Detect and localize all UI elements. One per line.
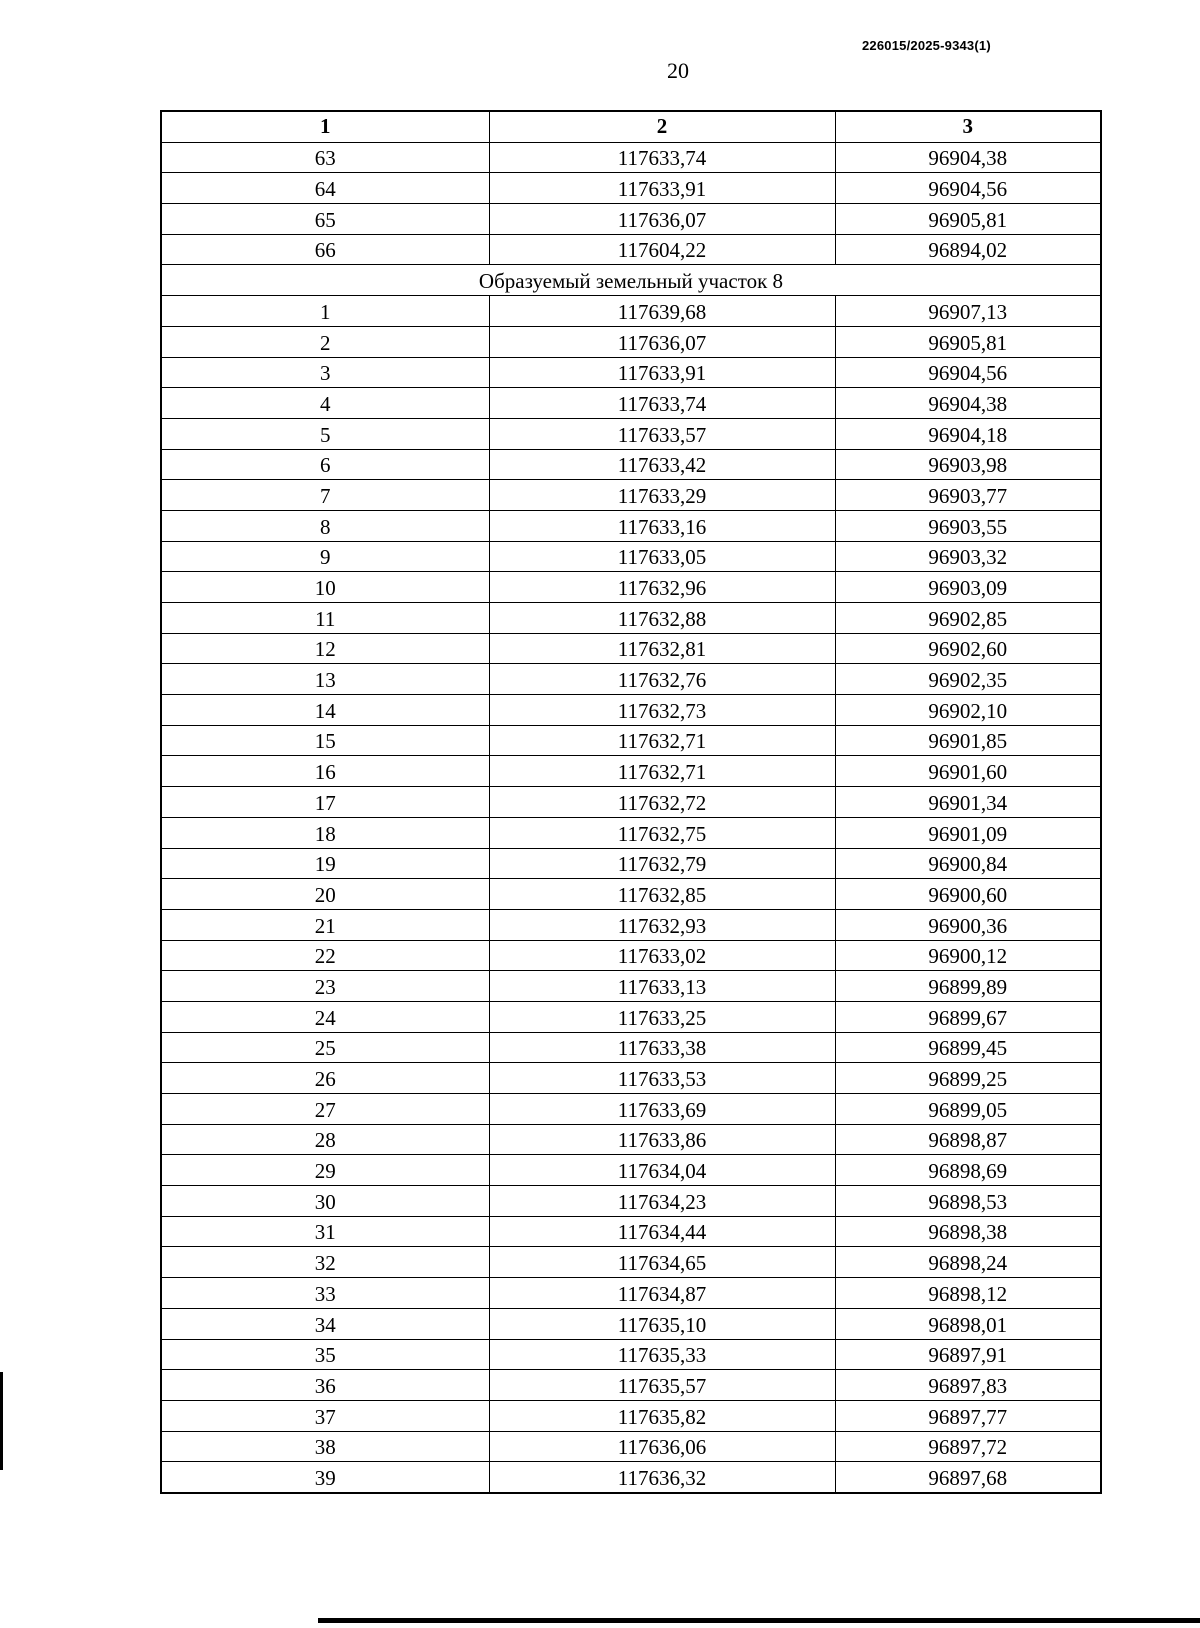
y-coordinate-cell: 96903,98 — [835, 449, 1101, 480]
x-coordinate-cell: 117639,68 — [489, 296, 835, 327]
point-number-cell: 21 — [161, 909, 489, 940]
point-number-cell: 10 — [161, 572, 489, 603]
table-row — [161, 1001, 1101, 1032]
table-row — [161, 142, 1101, 173]
point-number-cell: 26 — [161, 1063, 489, 1094]
table-row — [161, 695, 1101, 726]
table-row — [161, 1155, 1101, 1186]
y-coordinate-cell: 96899,67 — [835, 1001, 1101, 1032]
x-coordinate-cell: 117633,74 — [489, 142, 835, 173]
point-number-cell: 37 — [161, 1400, 489, 1431]
y-coordinate-cell: 96902,35 — [835, 664, 1101, 695]
table-row — [161, 234, 1101, 265]
table-row — [161, 326, 1101, 357]
bottom-scan-line — [318, 1618, 1200, 1623]
table-row — [161, 725, 1101, 756]
point-number-cell: 3 — [161, 357, 489, 388]
x-coordinate-cell: 117632,81 — [489, 633, 835, 664]
point-number-cell: 14 — [161, 695, 489, 726]
table-row — [161, 1032, 1101, 1063]
x-coordinate-cell: 117633,13 — [489, 971, 835, 1002]
point-number-cell: 28 — [161, 1124, 489, 1155]
table-row — [161, 541, 1101, 572]
y-coordinate-cell: 96900,84 — [835, 848, 1101, 879]
x-coordinate-cell: 117632,96 — [489, 572, 835, 603]
coordinates-table — [160, 110, 1102, 1494]
x-coordinate-cell: 117632,79 — [489, 848, 835, 879]
y-coordinate-cell: 96898,12 — [835, 1278, 1101, 1309]
y-coordinate-cell: 96897,83 — [835, 1370, 1101, 1401]
table-row — [161, 1308, 1101, 1339]
x-coordinate-cell: 117636,07 — [489, 204, 835, 235]
y-coordinate-cell: 96897,77 — [835, 1400, 1101, 1431]
point-number-cell: 27 — [161, 1094, 489, 1125]
point-number-cell: 16 — [161, 756, 489, 787]
y-coordinate-cell: 96905,81 — [835, 204, 1101, 235]
table-row — [161, 940, 1101, 971]
y-coordinate-cell: 96900,36 — [835, 909, 1101, 940]
table-header-row — [161, 111, 1101, 142]
x-coordinate-cell: 117636,07 — [489, 326, 835, 357]
x-coordinate-cell: 117632,72 — [489, 787, 835, 818]
x-coordinate-cell: 117636,32 — [489, 1462, 835, 1493]
x-coordinate-cell: 117633,86 — [489, 1124, 835, 1155]
table-row — [161, 1063, 1101, 1094]
point-number-cell: 1 — [161, 296, 489, 327]
y-coordinate-cell: 96899,45 — [835, 1032, 1101, 1063]
y-coordinate-cell: 96897,91 — [835, 1339, 1101, 1370]
x-coordinate-cell: 117634,65 — [489, 1247, 835, 1278]
point-number-cell: 22 — [161, 940, 489, 971]
y-coordinate-cell: 96897,68 — [835, 1462, 1101, 1493]
y-coordinate-cell: 96899,05 — [835, 1094, 1101, 1125]
y-coordinate-cell: 96904,56 — [835, 173, 1101, 204]
y-coordinate-cell: 96898,24 — [835, 1247, 1101, 1278]
y-coordinate-cell: 96898,38 — [835, 1216, 1101, 1247]
point-number-cell: 63 — [161, 142, 489, 173]
y-coordinate-cell: 96901,85 — [835, 725, 1101, 756]
y-coordinate-cell: 96904,18 — [835, 418, 1101, 449]
y-coordinate-cell: 96903,77 — [835, 480, 1101, 511]
page-number: 20 — [667, 58, 689, 83]
point-number-cell: 23 — [161, 971, 489, 1002]
x-coordinate-cell: 117632,88 — [489, 603, 835, 634]
table-row — [161, 971, 1101, 1002]
point-number-cell: 11 — [161, 603, 489, 634]
x-coordinate-cell: 117635,33 — [489, 1339, 835, 1370]
x-coordinate-cell: 117632,75 — [489, 817, 835, 848]
point-number-cell: 34 — [161, 1308, 489, 1339]
point-number-cell: 13 — [161, 664, 489, 695]
x-coordinate-cell: 117634,44 — [489, 1216, 835, 1247]
y-coordinate-cell: 96899,25 — [835, 1063, 1101, 1094]
section-row — [161, 265, 1101, 296]
table-row — [161, 1186, 1101, 1217]
x-coordinate-cell: 117633,02 — [489, 940, 835, 971]
point-number-cell: 19 — [161, 848, 489, 879]
table-row — [161, 1278, 1101, 1309]
table-row — [161, 603, 1101, 634]
point-number-cell: 8 — [161, 510, 489, 541]
table-row — [161, 664, 1101, 695]
y-coordinate-cell: 96902,85 — [835, 603, 1101, 634]
x-coordinate-cell: 117632,76 — [489, 664, 835, 695]
y-coordinate-cell: 96907,13 — [835, 296, 1101, 327]
table-row — [161, 418, 1101, 449]
x-coordinate-cell: 117633,91 — [489, 173, 835, 204]
point-number-cell: 29 — [161, 1155, 489, 1186]
table-row — [161, 1247, 1101, 1278]
document-code: 226015/2025-9343(1) — [862, 38, 991, 53]
header-col-3: 3 — [835, 111, 1101, 142]
point-number-cell: 24 — [161, 1001, 489, 1032]
point-number-cell: 17 — [161, 787, 489, 818]
point-number-cell: 65 — [161, 204, 489, 235]
table-row — [161, 572, 1101, 603]
x-coordinate-cell: 117632,71 — [489, 756, 835, 787]
x-coordinate-cell: 117636,06 — [489, 1431, 835, 1462]
x-coordinate-cell: 117632,71 — [489, 725, 835, 756]
table-row — [161, 633, 1101, 664]
table-row — [161, 1094, 1101, 1125]
x-coordinate-cell: 117635,10 — [489, 1308, 835, 1339]
x-coordinate-cell: 117633,42 — [489, 449, 835, 480]
y-coordinate-cell: 96898,87 — [835, 1124, 1101, 1155]
table-row — [161, 1462, 1101, 1493]
table-row — [161, 1370, 1101, 1401]
table-row — [161, 1124, 1101, 1155]
point-number-cell: 39 — [161, 1462, 489, 1493]
x-coordinate-cell: 117635,82 — [489, 1400, 835, 1431]
header-col-2: 2 — [489, 111, 835, 142]
x-coordinate-cell: 117634,87 — [489, 1278, 835, 1309]
x-coordinate-cell: 117633,91 — [489, 357, 835, 388]
x-coordinate-cell: 117635,57 — [489, 1370, 835, 1401]
y-coordinate-cell: 96903,55 — [835, 510, 1101, 541]
table-row — [161, 388, 1101, 419]
y-coordinate-cell: 96898,69 — [835, 1155, 1101, 1186]
table-row — [161, 1216, 1101, 1247]
table-row — [161, 1431, 1101, 1462]
x-coordinate-cell: 117633,69 — [489, 1094, 835, 1125]
table-row — [161, 787, 1101, 818]
section-header — [161, 265, 1101, 296]
y-coordinate-cell: 96897,72 — [835, 1431, 1101, 1462]
x-coordinate-cell: 117633,38 — [489, 1032, 835, 1063]
y-coordinate-cell: 96898,01 — [835, 1308, 1101, 1339]
table-row — [161, 449, 1101, 480]
y-coordinate-cell: 96902,10 — [835, 695, 1101, 726]
left-scan-mark — [0, 1372, 3, 1470]
point-number-cell: 30 — [161, 1186, 489, 1217]
y-coordinate-cell: 96898,53 — [835, 1186, 1101, 1217]
table-row — [161, 173, 1101, 204]
y-coordinate-cell: 96901,60 — [835, 756, 1101, 787]
x-coordinate-cell: 117604,22 — [489, 234, 835, 265]
point-number-cell: 31 — [161, 1216, 489, 1247]
y-coordinate-cell: 96904,38 — [835, 142, 1101, 173]
table-row — [161, 480, 1101, 511]
x-coordinate-cell: 117633,25 — [489, 1001, 835, 1032]
x-coordinate-cell: 117632,85 — [489, 879, 835, 910]
point-number-cell: 4 — [161, 388, 489, 419]
y-coordinate-cell: 96903,09 — [835, 572, 1101, 603]
point-number-cell: 6 — [161, 449, 489, 480]
table-row — [161, 1400, 1101, 1431]
y-coordinate-cell: 96905,81 — [835, 326, 1101, 357]
x-coordinate-cell: 117632,73 — [489, 695, 835, 726]
y-coordinate-cell: 96900,12 — [835, 940, 1101, 971]
x-coordinate-cell: 117634,04 — [489, 1155, 835, 1186]
point-number-cell: 18 — [161, 817, 489, 848]
table-row — [161, 879, 1101, 910]
y-coordinate-cell: 96901,09 — [835, 817, 1101, 848]
table-row — [161, 510, 1101, 541]
x-coordinate-cell: 117633,57 — [489, 418, 835, 449]
table-row — [161, 204, 1101, 235]
table-row — [161, 756, 1101, 787]
table-row — [161, 848, 1101, 879]
rows-after-section — [161, 296, 1101, 1493]
point-number-cell: 9 — [161, 541, 489, 572]
point-number-cell: 5 — [161, 418, 489, 449]
y-coordinate-cell: 96894,02 — [835, 234, 1101, 265]
y-coordinate-cell: 96904,38 — [835, 388, 1101, 419]
point-number-cell: 7 — [161, 480, 489, 511]
point-number-cell: 36 — [161, 1370, 489, 1401]
y-coordinate-cell: 96900,60 — [835, 879, 1101, 910]
y-coordinate-cell: 96901,34 — [835, 787, 1101, 818]
y-coordinate-cell: 96903,32 — [835, 541, 1101, 572]
x-coordinate-cell: 117633,16 — [489, 510, 835, 541]
rows-before-section — [161, 142, 1101, 265]
point-number-cell: 25 — [161, 1032, 489, 1063]
x-coordinate-cell: 117633,05 — [489, 541, 835, 572]
table-row — [161, 296, 1101, 327]
table-row — [161, 909, 1101, 940]
table-row — [161, 1339, 1101, 1370]
header-col-1: 1 — [161, 111, 489, 142]
x-coordinate-cell: 117633,74 — [489, 388, 835, 419]
point-number-cell: 12 — [161, 633, 489, 664]
point-number-cell: 66 — [161, 234, 489, 265]
point-number-cell: 64 — [161, 173, 489, 204]
x-coordinate-cell: 117633,53 — [489, 1063, 835, 1094]
x-coordinate-cell: 117634,23 — [489, 1186, 835, 1217]
point-number-cell: 15 — [161, 725, 489, 756]
point-number-cell: 32 — [161, 1247, 489, 1278]
table-row — [161, 357, 1101, 388]
point-number-cell: 35 — [161, 1339, 489, 1370]
section-title: Образуемый земельный участок 8 — [161, 265, 1101, 296]
point-number-cell: 2 — [161, 326, 489, 357]
point-number-cell: 38 — [161, 1431, 489, 1462]
y-coordinate-cell: 96899,89 — [835, 971, 1101, 1002]
x-coordinate-cell: 117633,29 — [489, 480, 835, 511]
x-coordinate-cell: 117632,93 — [489, 909, 835, 940]
point-number-cell: 33 — [161, 1278, 489, 1309]
y-coordinate-cell: 96904,56 — [835, 357, 1101, 388]
point-number-cell: 20 — [161, 879, 489, 910]
y-coordinate-cell: 96902,60 — [835, 633, 1101, 664]
table-row — [161, 817, 1101, 848]
